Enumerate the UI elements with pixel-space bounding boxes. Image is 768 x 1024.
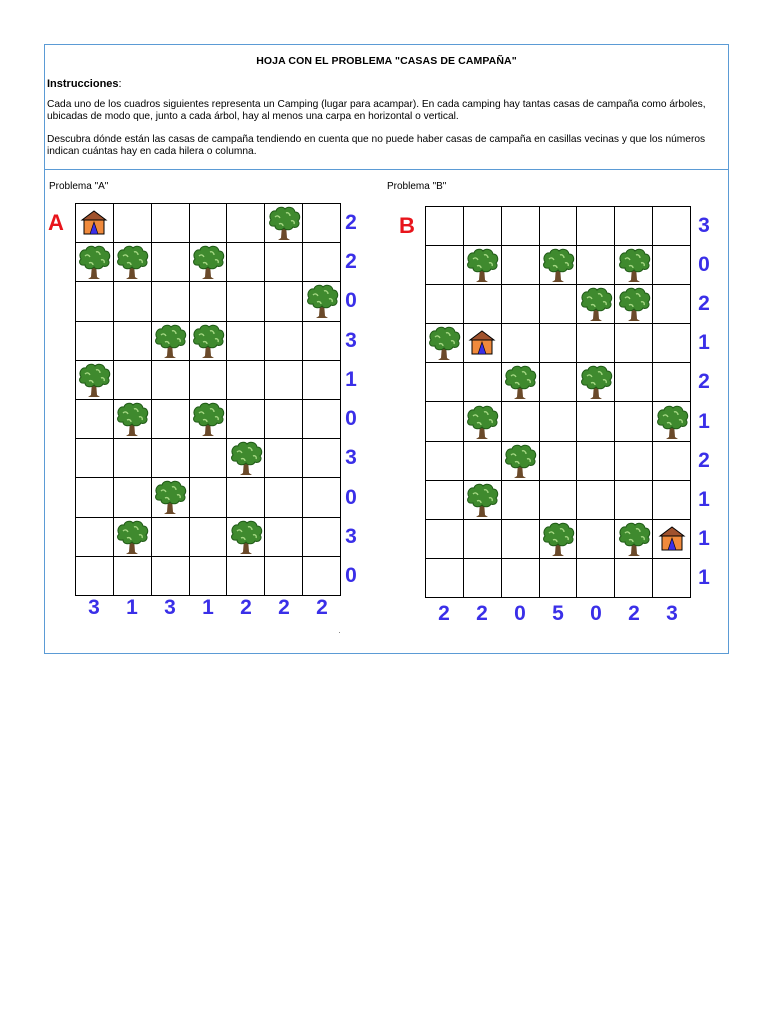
grid-cell	[152, 322, 190, 361]
grid-cell	[227, 518, 265, 557]
grid-cell	[114, 518, 152, 557]
problem-b-letter: B	[399, 213, 415, 238]
tree-icon	[464, 404, 500, 440]
tree-icon	[114, 519, 150, 555]
grid-cell	[426, 520, 464, 559]
grid-cell	[190, 557, 228, 596]
grid-cell	[540, 246, 578, 285]
column-clue: 0	[590, 602, 602, 625]
grid-cell	[76, 557, 114, 596]
grid-cell	[502, 520, 540, 559]
column-clue: 2	[316, 596, 328, 619]
column-clue: 2	[628, 602, 640, 625]
column-clue: 2	[278, 596, 290, 619]
grid-cell	[114, 204, 152, 243]
grid-cell	[426, 246, 464, 285]
tree-icon	[190, 401, 226, 437]
tree-icon	[578, 286, 614, 322]
grid-cell	[114, 557, 152, 596]
grid-cell	[540, 442, 578, 481]
grid-cell	[303, 518, 341, 557]
grid-cell	[190, 400, 228, 439]
tree-icon	[152, 323, 188, 359]
column-clue: 1	[202, 596, 214, 619]
grid-cell	[426, 402, 464, 441]
problem-b-label: Problema "B"	[387, 181, 447, 192]
row-clue: 2	[345, 210, 357, 234]
grid-cell	[653, 207, 691, 246]
grid-cell	[502, 324, 540, 363]
tree-icon	[616, 521, 652, 557]
grid-cell	[152, 282, 190, 321]
grid-cell	[502, 207, 540, 246]
grid-cell	[265, 478, 303, 517]
column-clue: 1	[126, 596, 138, 619]
grid-cell	[190, 322, 228, 361]
tree-icon	[426, 325, 462, 361]
tree-icon	[464, 247, 500, 283]
grid-cell	[502, 481, 540, 520]
grid-cell	[227, 361, 265, 400]
tent-icon	[80, 209, 108, 237]
grid-cell	[114, 322, 152, 361]
tree-icon	[616, 286, 652, 322]
grid-cell	[114, 361, 152, 400]
grid-cell	[303, 322, 341, 361]
sheet-title: HOJA CON EL PROBLEMA "CASAS DE CAMPAÑA"	[256, 55, 517, 67]
grid-cell	[152, 243, 190, 282]
row-clue: 1	[698, 331, 710, 355]
grid-cell	[152, 204, 190, 243]
grid-cell	[76, 204, 114, 243]
grid-cell	[577, 520, 615, 559]
grid-cell	[426, 363, 464, 402]
column-clue: 2	[240, 596, 252, 619]
grid-cell	[76, 361, 114, 400]
grid-cell	[653, 324, 691, 363]
grid-cell	[615, 559, 653, 598]
grid-cell	[152, 361, 190, 400]
tree-icon	[76, 362, 112, 398]
row-clue: 3	[698, 213, 710, 237]
grid-cell	[265, 361, 303, 400]
grid-cell	[227, 282, 265, 321]
grid-cell	[653, 520, 691, 559]
sheet-divider	[44, 169, 729, 170]
row-clue: 2	[345, 249, 357, 273]
grid-cell	[76, 322, 114, 361]
grid-cell	[577, 285, 615, 324]
grid-cell	[114, 439, 152, 478]
grid-cell	[114, 478, 152, 517]
grid-cell	[426, 207, 464, 246]
row-clue: 0	[345, 289, 357, 313]
column-clue: 2	[438, 602, 450, 625]
grid-cell	[227, 439, 265, 478]
grid-cell	[426, 442, 464, 481]
puzzle-b-grid	[425, 206, 691, 598]
grid-cell	[577, 559, 615, 598]
grid-cell	[114, 400, 152, 439]
row-clue: 2	[698, 370, 710, 394]
grid-cell	[653, 246, 691, 285]
grid-cell	[114, 243, 152, 282]
tree-icon	[654, 404, 690, 440]
tent-icon	[658, 525, 686, 553]
grid-cell	[540, 402, 578, 441]
grid-cell	[464, 402, 502, 441]
tree-icon	[114, 401, 150, 437]
tree-icon	[304, 283, 340, 319]
grid-cell	[152, 439, 190, 478]
grid-cell	[615, 207, 653, 246]
row-clue: 1	[698, 566, 710, 590]
row-clue: 0	[698, 252, 710, 276]
tree-icon	[578, 364, 614, 400]
row-clue: 3	[345, 446, 357, 470]
tree-icon	[190, 244, 226, 280]
grid-cell	[577, 363, 615, 402]
grid-cell	[502, 285, 540, 324]
grid-cell	[577, 324, 615, 363]
grid-cell	[303, 361, 341, 400]
tree-icon	[152, 479, 188, 515]
instructions-paragraph-1: Cada uno de los cuadros siguientes representa un Camping (lugar para acampar). En cada camping hay tantas casas de campaña como árboles, ubicadas de modo que, junto a cada árbol, hay al menos una carpa en horizontal o vertical.	[47, 99, 706, 122]
grid-cell	[114, 282, 152, 321]
tree-icon	[228, 519, 264, 555]
tree-icon	[228, 440, 264, 476]
tree-icon	[76, 244, 112, 280]
grid-cell	[303, 243, 341, 282]
grid-cell	[265, 243, 303, 282]
grid-cell	[615, 402, 653, 441]
grid-cell	[540, 285, 578, 324]
grid-cell	[540, 520, 578, 559]
grid-cell	[190, 478, 228, 517]
grid-cell	[577, 442, 615, 481]
grid-cell	[265, 557, 303, 596]
tree-icon	[616, 247, 652, 283]
stray-dot	[339, 632, 340, 633]
grid-cell	[540, 207, 578, 246]
grid-cell	[653, 559, 691, 598]
grid-cell	[615, 324, 653, 363]
row-clue: 3	[345, 328, 357, 352]
tree-icon	[502, 443, 538, 479]
grid-cell	[76, 439, 114, 478]
grid-cell	[265, 204, 303, 243]
grid-cell	[464, 285, 502, 324]
grid-cell	[227, 204, 265, 243]
grid-cell	[152, 478, 190, 517]
row-clue: 2	[698, 292, 710, 315]
row-clue: 2	[698, 448, 710, 472]
grid-cell	[190, 204, 228, 243]
instructions-heading-label: Instrucciones	[47, 78, 119, 90]
row-clue: 3	[345, 525, 357, 549]
grid-cell	[464, 559, 502, 598]
grid-cell	[303, 439, 341, 478]
grid-cell	[227, 243, 265, 282]
grid-cell	[76, 282, 114, 321]
grid-cell	[227, 322, 265, 361]
grid-cell	[653, 442, 691, 481]
grid-cell	[303, 478, 341, 517]
grid-cell	[615, 481, 653, 520]
grid-cell	[265, 518, 303, 557]
grid-cell	[464, 324, 502, 363]
grid-cell	[502, 559, 540, 598]
grid-cell	[152, 518, 190, 557]
grid-cell	[653, 481, 691, 520]
grid-cell	[653, 285, 691, 324]
grid-cell	[152, 557, 190, 596]
tree-icon	[266, 205, 302, 241]
grid-cell	[615, 246, 653, 285]
row-clue: 1	[698, 409, 710, 433]
grid-cell	[227, 478, 265, 517]
grid-cell	[577, 246, 615, 285]
grid-cell	[464, 481, 502, 520]
grid-cell	[577, 207, 615, 246]
grid-cell	[303, 400, 341, 439]
tree-icon	[540, 247, 576, 283]
grid-cell	[615, 520, 653, 559]
grid-cell	[464, 520, 502, 559]
tree-icon	[114, 244, 150, 280]
grid-cell	[265, 282, 303, 321]
tree-icon	[502, 364, 538, 400]
instructions-heading	[47, 78, 122, 90]
grid-cell	[303, 557, 341, 596]
grid-cell	[577, 481, 615, 520]
grid-cell	[190, 282, 228, 321]
grid-cell	[265, 439, 303, 478]
problem-a-label: Problema "A"	[49, 181, 109, 192]
row-clue: 1	[345, 367, 357, 391]
row-clue: 0	[345, 485, 357, 509]
tree-icon	[190, 323, 226, 359]
grid-cell	[303, 282, 341, 321]
grid-cell	[76, 400, 114, 439]
grid-cell	[190, 361, 228, 400]
puzzle-a-grid	[75, 203, 341, 596]
grid-cell	[190, 518, 228, 557]
tent-icon	[468, 329, 496, 357]
problem-a-letter: A	[48, 210, 64, 235]
column-clue: 5	[552, 602, 564, 625]
grid-cell	[426, 324, 464, 363]
grid-cell	[76, 243, 114, 282]
grid-cell	[426, 559, 464, 598]
tree-icon	[540, 521, 576, 557]
grid-cell	[540, 363, 578, 402]
row-clue: 1	[698, 488, 710, 511]
grid-cell	[426, 285, 464, 324]
grid-cell	[540, 324, 578, 363]
grid-cell	[615, 285, 653, 324]
instructions-heading-colon: :	[118, 78, 122, 90]
grid-cell	[502, 442, 540, 481]
column-clue: 2	[476, 602, 488, 625]
grid-cell	[653, 363, 691, 402]
grid-cell	[653, 402, 691, 441]
tree-icon	[464, 482, 500, 518]
grid-cell	[502, 246, 540, 285]
grid-cell	[502, 363, 540, 402]
column-clue: 3	[88, 596, 100, 619]
grid-cell	[303, 204, 341, 243]
grid-cell	[152, 400, 190, 439]
grid-cell	[615, 363, 653, 402]
grid-cell	[502, 402, 540, 441]
grid-cell	[615, 442, 653, 481]
grid-cell	[464, 246, 502, 285]
grid-cell	[577, 402, 615, 441]
grid-cell	[190, 243, 228, 282]
grid-cell	[464, 207, 502, 246]
grid-cell	[464, 442, 502, 481]
column-clue: 3	[164, 596, 176, 619]
row-clue: 1	[698, 527, 710, 551]
column-clue: 3	[666, 602, 678, 625]
column-clue: 0	[514, 602, 526, 625]
grid-cell	[540, 481, 578, 520]
grid-cell	[265, 322, 303, 361]
grid-cell	[426, 481, 464, 520]
row-clue: 0	[345, 407, 357, 431]
grid-cell	[464, 363, 502, 402]
grid-cell	[76, 518, 114, 557]
grid-cell	[265, 400, 303, 439]
instructions-paragraph-2: Descubra dónde están las casas de campaña tendiendo en cuenta que no puede haber casas de campaña en casillas vecinas y que los números indican cuántas hay en cada hilera o columna.	[47, 134, 706, 157]
row-clue: 0	[345, 564, 357, 588]
grid-cell	[227, 557, 265, 596]
grid-cell	[227, 400, 265, 439]
grid-cell	[540, 559, 578, 598]
grid-cell	[190, 439, 228, 478]
grid-cell	[76, 478, 114, 517]
